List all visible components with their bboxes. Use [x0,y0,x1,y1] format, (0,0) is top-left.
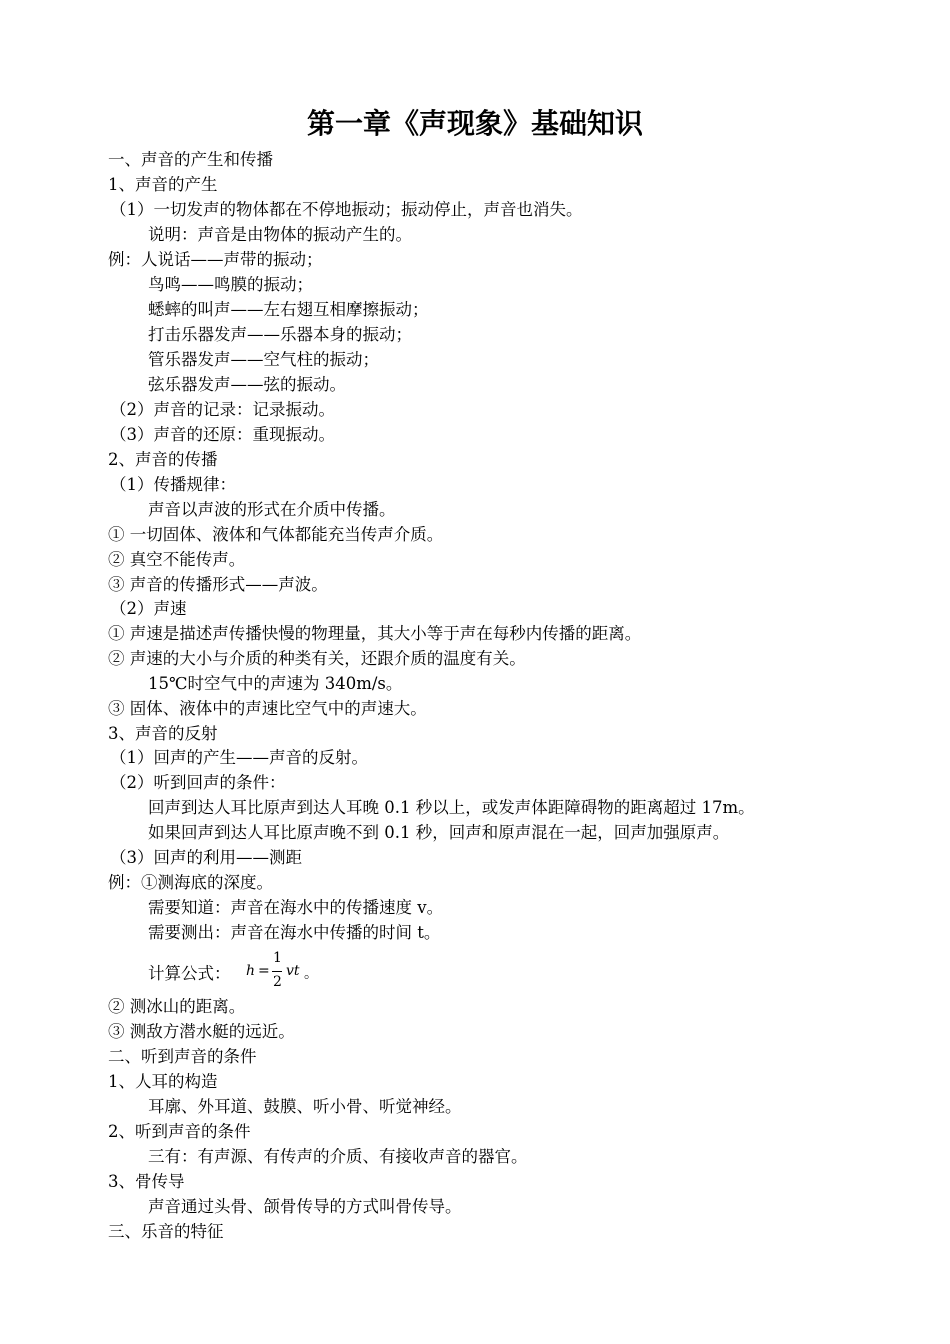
text-line: 说明：声音是由物体的振动产生的。 [148,225,412,244]
text-line: 鸟鸣——鸣膜的振动； [148,275,313,294]
subsection-heading: 3、声音的反射 [108,724,218,743]
text-line: 例：①测海底的深度。 [108,873,273,892]
section-heading: 一、声音的产生和传播 [108,150,273,169]
formula-end: 。 [304,966,318,982]
text-line: ③ 固体、液体中的声速比空气中的声速大。 [108,699,427,718]
text-line: （2）声音的记录：记录振动。 [110,400,335,419]
text-line: 如果回声到达人耳比原声晚不到 0.1 秒，回声和原声混在一起，回声加强原声。 [148,823,730,842]
text-line: 弦乐器发声——弦的振动。 [148,375,346,394]
text-line: （1）传播规律： [110,475,236,494]
text-line: （2）声速 [110,599,187,618]
formula-rhs: vt [286,963,300,979]
text-line: 15℃时空气中的声速为 340m/s。 [148,674,403,693]
text-line: （3）声音的还原：重现振动。 [110,425,335,444]
text-line: （1）回声的产生——声音的反射。 [110,748,368,767]
text-line: ① 声速是描述声传播快慢的物理量，其大小等于声在每秒内传播的距离。 [108,624,642,643]
text-line: 耳廓、外耳道、鼓膜、听小骨、听觉神经。 [148,1097,462,1116]
text-line: ③ 测敌方潜水艇的远近。 [108,1022,295,1041]
text-line: （1）一切发声的物体都在不停地振动；振动停止，声音也消失。 [110,200,583,219]
subsection-heading: 2、声音的传播 [108,450,218,469]
text-line: ② 真空不能传声。 [108,550,246,569]
formula-label: 计算公式： [148,964,231,983]
text-line: 蟋蟀的叫声——左右翅互相摩擦振动； [148,300,429,319]
text-line: 三有：有声源、有传声的介质、有接收声音的器官。 [148,1147,528,1166]
text-line: 需要测出：声音在海水中传播的时间 t。 [148,923,441,942]
section-heading: 二、听到声音的条件 [108,1047,257,1066]
formula-lhs: h [246,963,256,979]
subsection-heading: 2、听到声音的条件 [108,1122,251,1141]
text-line: （2）听到回声的条件： [110,773,286,792]
text-line: 声音以声波的形式在介质中传播。 [148,500,396,519]
subsection-heading: 1、声音的产生 [108,175,218,194]
text-line: （3）回声的利用——测距 [110,848,302,867]
text-line: 管乐器发声——空气柱的振动； [148,350,379,369]
text-line: 例：人说话——声带的振动； [108,250,323,269]
fraction-denominator: 2 [273,974,282,990]
text-line: 需要知道：声音在海水中的传播速度 v。 [148,898,444,917]
text-line: ① 一切固体、液体和气体都能充当传声介质。 [108,525,444,544]
formula-equals: = [258,963,270,979]
subsection-heading: 1、人耳的构造 [108,1072,218,1091]
text-line: 回声到达人耳比原声到达人耳晚 0.1 秒以上，或发声体距障碍物的距离超过 17m。 [148,798,755,817]
fraction-bar [272,971,282,972]
text-line: 打击乐器发声——乐器本身的振动； [148,325,412,344]
section-heading: 三、乐音的特征 [108,1222,224,1241]
subsection-heading: 3、骨传导 [108,1172,185,1191]
text-line: ② 测冰山的距离。 [108,997,246,1016]
text-line: ③ 声音的传播形式——声波。 [108,575,328,594]
document-title: 第一章《声现象》基础知识 [306,107,643,140]
fraction-numerator: 1 [273,950,282,966]
text-line: ② 声速的大小与介质的种类有关，还跟介质的温度有关。 [108,649,526,668]
text-line: 声音通过头骨、颌骨传导的方式叫骨传导。 [148,1197,462,1216]
